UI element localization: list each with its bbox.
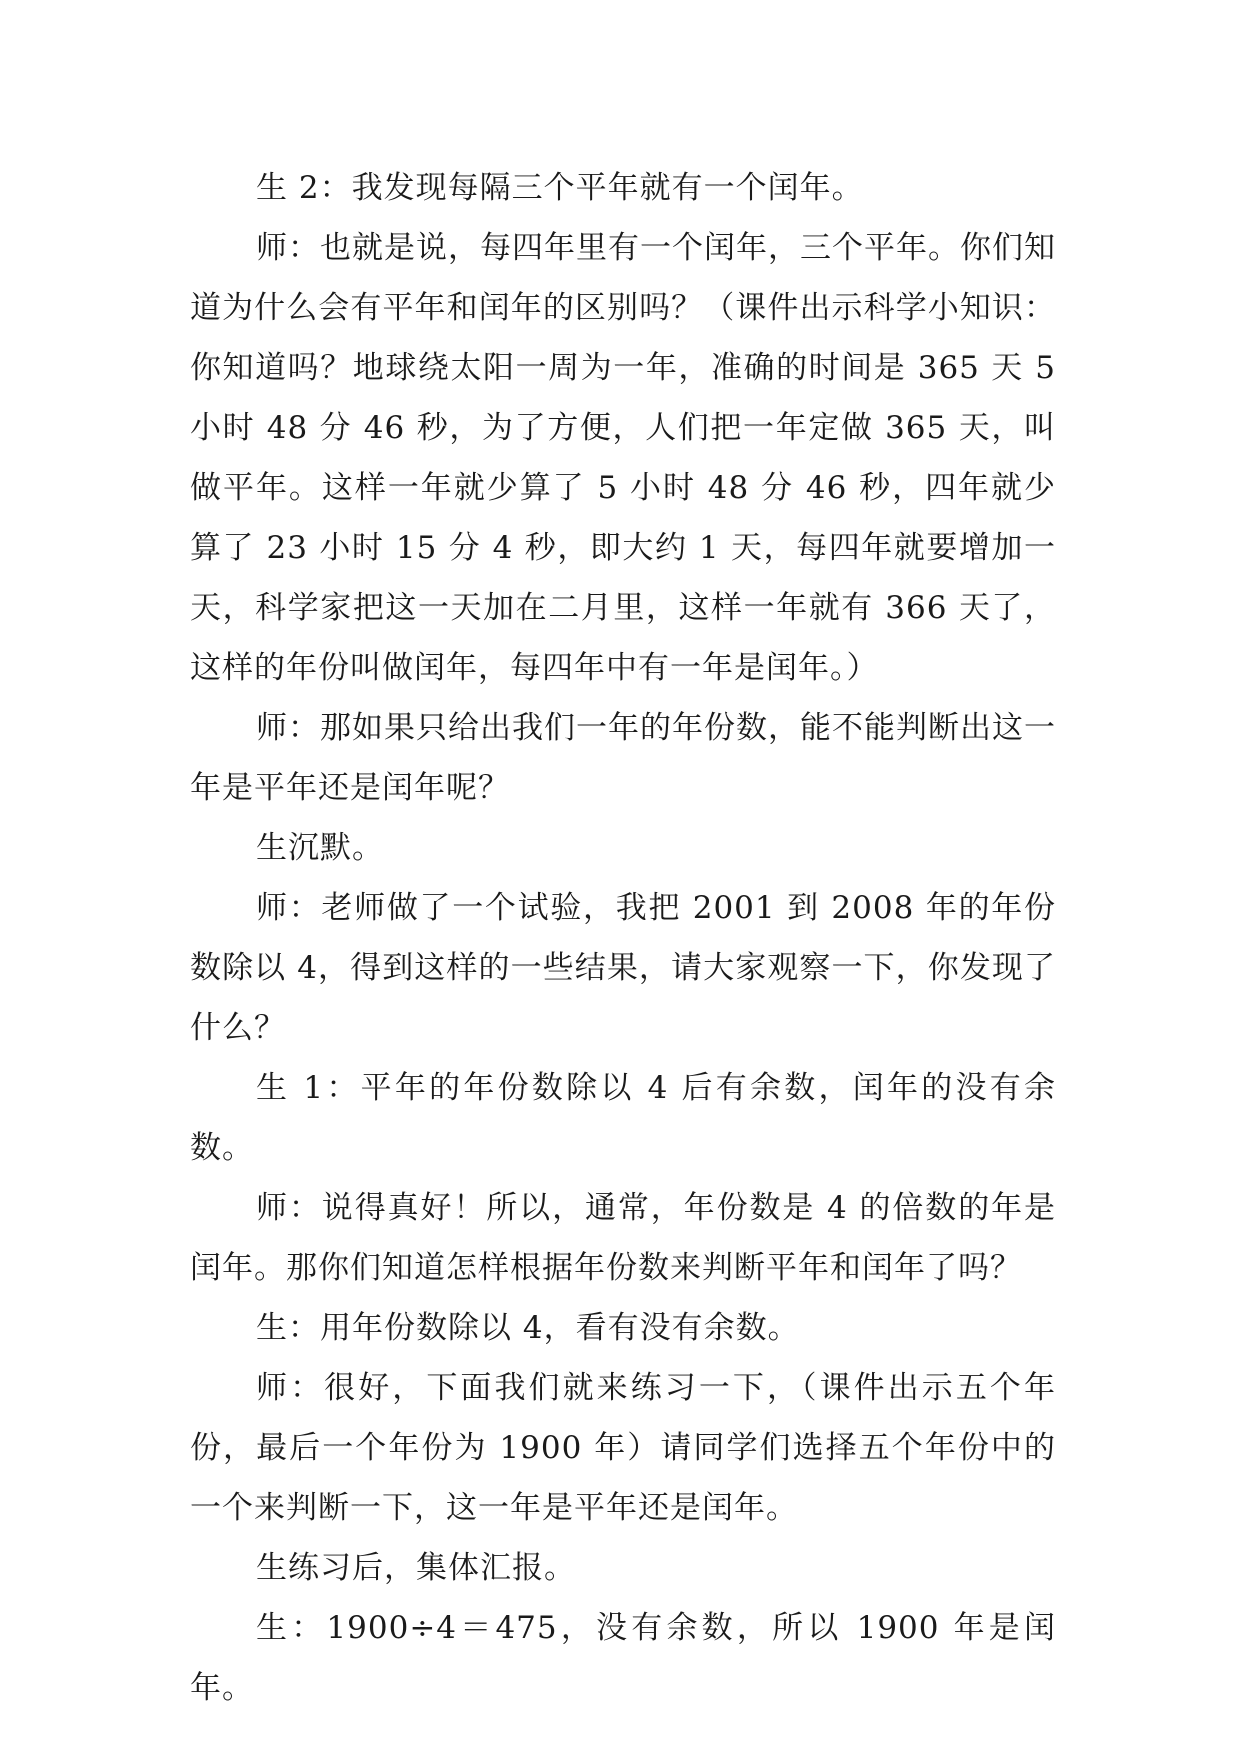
document-body [190,158,1056,1718]
paragraph-student1-finding: 生 1：平年的年份数除以 4 后有余数，闰年的没有余数。 [190,1070,1056,1166]
paragraph-teacher-exercise: 师：很好，下面我们就来练习一下，（课件出示五个年份，最后一个年份为 1900 年）请同学们选择五个年份中的一个来判断一下，这一年是平年还是闰年。 [190,1370,1056,1526]
paragraph-teacher-question: 师：那如果只给出我们一年的年份数，能不能判断出这一年是平年还是闰年呢？ [190,710,1056,806]
paragraph-student-answer: 生：1900÷4＝475，没有余数，所以 1900 年是闰年。 [190,1610,1056,1706]
paragraph-student-report: 生练习后，集体汇报。 [256,1550,576,1586]
paragraph-student2-observation: 生 2：我发现每隔三个平年就有一个闰年。 [256,170,864,206]
paragraph-student-method: 生：用年份数除以 4，看有没有余数。 [256,1310,800,1346]
paragraph-teacher-experiment: 师：老师做了一个试验，我把 2001 到 2008 年的年份数除以 4，得到这样的一些结果，请大家观察一下，你发现了什么？ [190,890,1056,1046]
paragraph-teacher-science-note: 师：也就是说，每四年里有一个闰年，三个平年。你们知道为什么会有平年和闰年的区别吗？（课件出示科学小知识：你知道吗？地球绕太阳一周为一年，准确的时间是 365 天 5 小时 48 分 46 秒，为了方便，人们把一年定做 365 天，叫做平年。这样一年就少算了 5 小时 48 分 46 秒，四年就少算了 23 小时 15 分 4 秒，即大约 1 天，每四年就要增加一天，科学家把这一天加在二月里，这样一年就有 366 天了，这样的年份叫做闰年，每四年中有一年是闰年。） [190,230,1056,686]
paragraph-teacher-praise: 师：说得真好！所以，通常，年份数是 4 的倍数的年是闰年。那你们知道怎样根据年份数来判断平年和闰年了吗？ [190,1190,1056,1286]
paragraph-student-silence: 生沉默。 [256,830,384,866]
